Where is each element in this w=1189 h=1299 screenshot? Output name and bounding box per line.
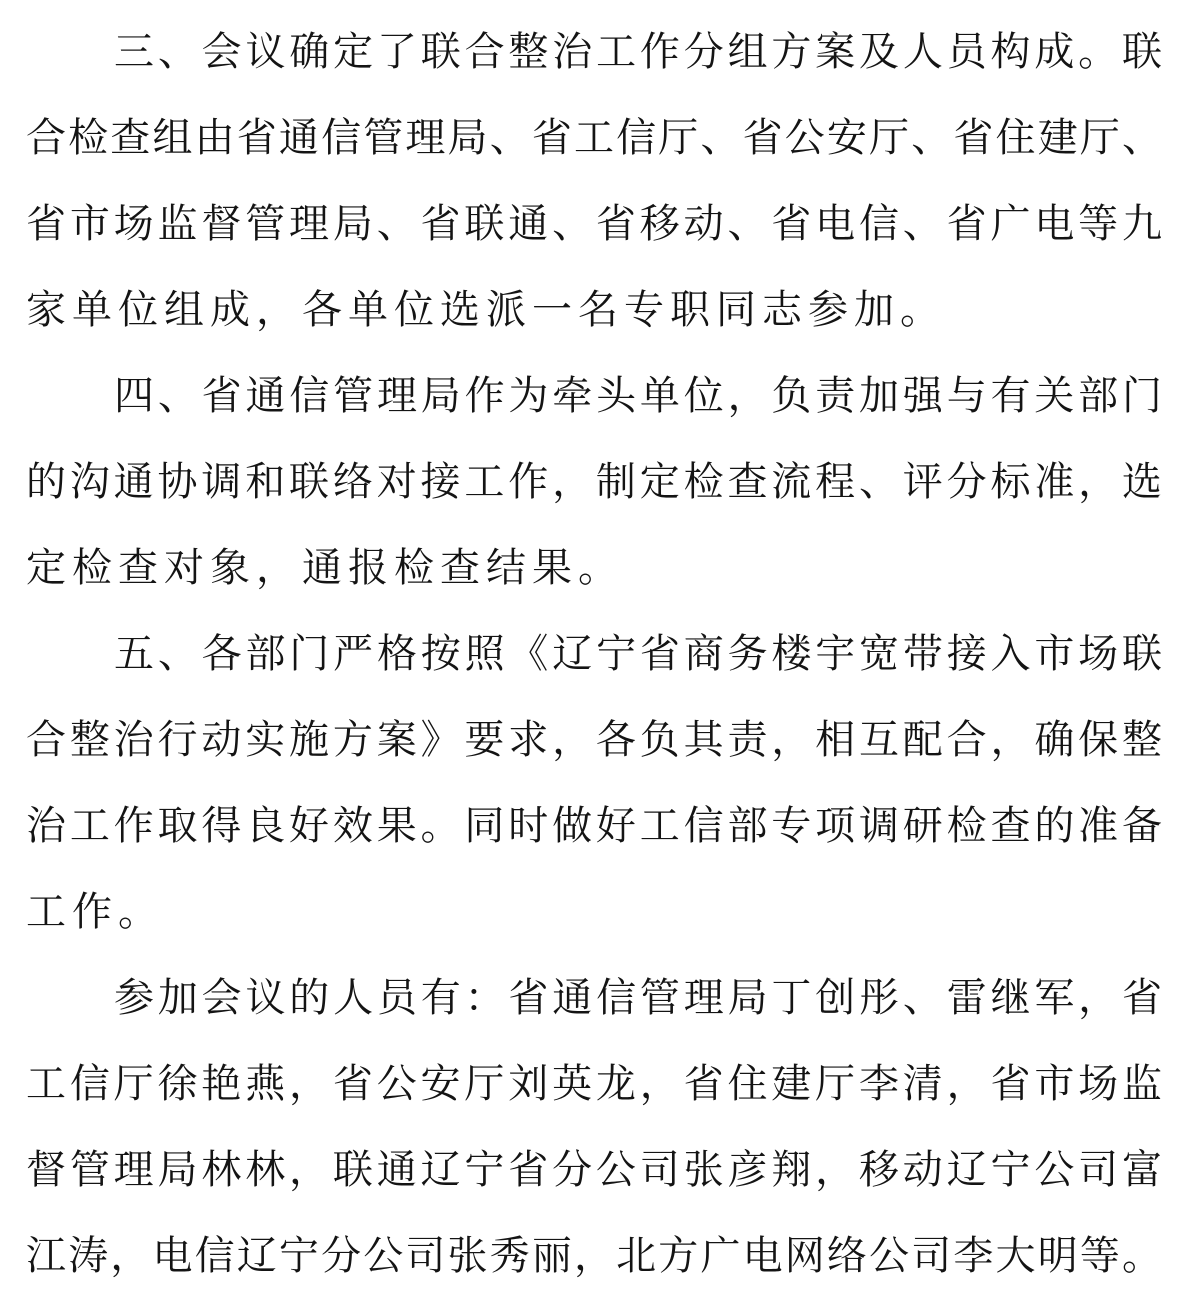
paragraph-line: 三、会议确定了联合整治工作分组方案及人员构成。联 [114,29,1162,75]
paragraph-item-5 [26,611,1162,955]
paragraph-line: 合检查组由省通信管理局、省工信厅、省公安厅、省住建厅、 [26,115,1162,161]
paragraph-line: 江涛，电信辽宁分公司张秀丽，北方广电网络公司李大明等。 [26,1233,1162,1279]
paragraph-line: 参加会议的人员有：省通信管理局丁创彤、雷继军，省 [114,975,1162,1021]
paragraph-item-4 [26,353,1162,611]
paragraph-line: 四、省通信管理局作为牵头单位，负责加强与有关部门 [114,373,1162,419]
paragraph-line: 督管理局林林，联通辽宁省分公司张彦翔，移动辽宁公司富 [26,1147,1162,1193]
attendees-paragraph [26,955,1162,1299]
paragraph-line: 家单位组成，各单位选派一名专职同志参加。 [26,287,946,333]
paragraph-line: 五、各部门严格按照《辽宁省商务楼宇宽带接入市场联 [114,631,1162,677]
paragraph-line: 工作。 [26,889,164,935]
paragraph-line: 合整治行动实施方案》要求，各负其责，相互配合，确保整 [26,717,1162,763]
paragraph-line: 定检查对象，通报检查结果。 [26,545,624,591]
paragraph-item-3 [26,9,1162,353]
paragraph-line: 治工作取得良好效果。同时做好工信部专项调研检查的准备 [26,803,1162,849]
paragraph-line: 工信厅徐艳燕，省公安厅刘英龙，省住建厅李清，省市场监 [26,1061,1162,1107]
paragraph-line: 的沟通协调和联络对接工作，制定检查流程、评分标准，选 [26,459,1162,505]
paragraph-line: 省市场监督管理局、省联通、省移动、省电信、省广电等九 [26,201,1162,247]
